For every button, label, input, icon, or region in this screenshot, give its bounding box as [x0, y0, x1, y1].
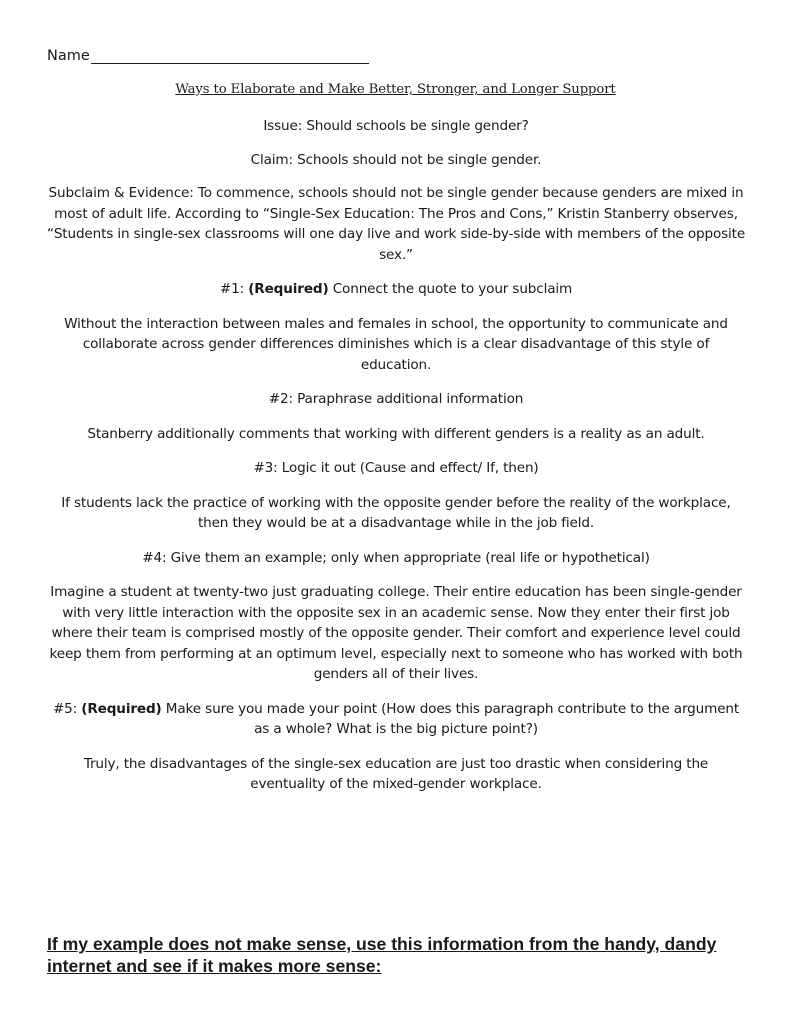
step1-prompt: [46, 279, 746, 300]
issue-text: Issue: Should schools be single gender?: [263, 118, 529, 134]
step2-answer: Stanberry additionally comments that working with different genders is a reality as an adult.: [87, 425, 705, 442]
name-field-row: [47, 48, 369, 64]
step5-prompt-text: Make sure you made your point (How does this paragraph contribute to the argument as a whole? What is the big picture point?): [161, 700, 740, 737]
claim-text: Claim: Schools should not be single gender.: [250, 151, 542, 168]
name-blank-line: [91, 49, 369, 64]
step2-prompt: #2: Paraphrase additional information: [268, 391, 524, 407]
worksheet-title: Ways to Elaborate and Make Better, Stronger, and Longer Support: [175, 82, 616, 97]
step1-required-label: (Required): [248, 281, 329, 297]
name-label: Name: [47, 48, 90, 64]
step1-answer: Without the interaction between males and females in school, the opportunity to communicate and collaborate across gender differences diminishes which is a clear disadvantage of this style of education.: [64, 315, 728, 373]
subclaim-text: Subclaim & Evidence: To commence, schools should not be single gender because genders are mixed in most of adult life. According to “Single-Sex Education: The Pros and Cons,” Kristin Stanberry observes, “Students in single-sex classrooms will one day live and work side-by-side with members of the opposite sex.”: [46, 185, 746, 263]
step1-number: #1:: [219, 281, 249, 297]
step4-answer: Imagine a student at twenty-two just graduating college. Their entire education has been single-gender with very little interaction with the opposite sex in an academic sense. Now they enter their first job where their team is comprised mostly of the opposite gender. Their comfort and experience level could keep them from performing at an optimum level, especially next to someone who has worked with both genders all of their lives.: [49, 584, 743, 682]
step3-prompt: #3: Logic it out (Cause and effect/ If, then): [253, 460, 539, 476]
footer-heading: If my example does not make sense, use this information from the handy, dandy internet and see if it makes more sense:: [47, 934, 717, 976]
step1-prompt-text: Connect the quote to your subclaim: [328, 281, 573, 297]
step5-number: #5:: [52, 700, 82, 717]
step5-answer: Truly, the disadvantages of the single-sex education are just too drastic when considering the eventuality of the mixed-gender workplace.: [83, 755, 709, 792]
step3-answer: If students lack the practice of working with the opposite gender before the reality of the workplace, then they would be at a disadvantage while in the job field.: [61, 494, 731, 531]
step5-prompt: [46, 699, 746, 740]
step5-required-label: (Required): [81, 700, 162, 717]
worksheet-body: [46, 116, 746, 809]
step4-prompt: #4: Give them an example; only when appropriate (real life or hypothetical): [142, 549, 650, 566]
